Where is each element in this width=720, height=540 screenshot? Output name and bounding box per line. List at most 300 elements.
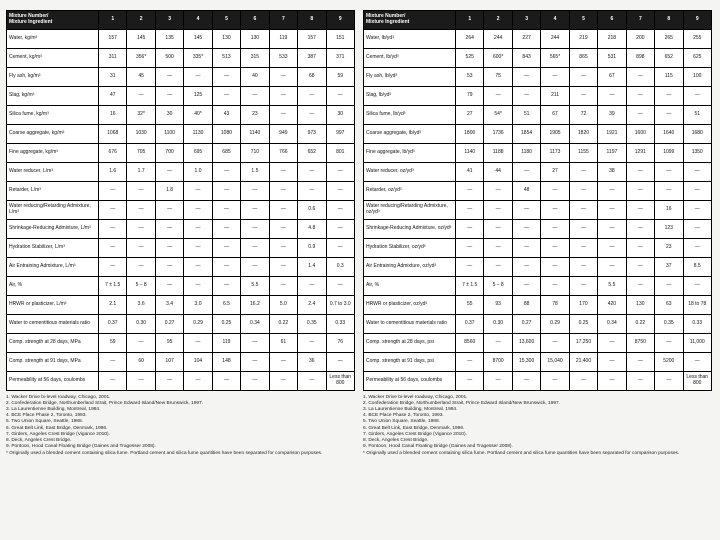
value-cell: 1291 [626, 143, 654, 162]
row-label: Cement, kg/m³ [7, 48, 99, 67]
table-row [7, 200, 355, 219]
table-row [7, 276, 355, 295]
value-cell: — [326, 238, 355, 257]
value-cell: — [155, 162, 183, 181]
value-cell: 0.25 [569, 314, 597, 333]
table-row [364, 67, 712, 86]
value-cell: 1820 [569, 124, 597, 143]
value-cell: 5.0 [269, 295, 297, 314]
value-cell: 43 [212, 105, 240, 124]
value-cell: 200 [626, 29, 654, 48]
value-cell: 27 [541, 162, 569, 181]
row-label: Shrinkage-Reducing Admixture, L/m³ [7, 219, 99, 238]
value-cell: — [512, 219, 540, 238]
value-cell: — [184, 333, 212, 352]
table-row [364, 105, 712, 124]
value-cell: 0.35 [298, 314, 326, 333]
value-cell: — [184, 181, 212, 200]
row-label: Slag, kg/m³ [7, 86, 99, 105]
value-cell: — [269, 67, 297, 86]
value-cell: — [212, 200, 240, 219]
table-row [364, 162, 712, 181]
value-cell: 356* [127, 48, 155, 67]
metric-table [6, 10, 355, 391]
value-cell: 695 [184, 143, 212, 162]
value-cell: — [212, 276, 240, 295]
value-cell: 7 ± 1.5 [456, 276, 484, 295]
value-cell: Less than 800 [326, 371, 355, 390]
table-row [364, 333, 712, 352]
value-cell: 211 [541, 86, 569, 105]
value-cell: 1068 [99, 124, 127, 143]
value-cell: — [127, 238, 155, 257]
value-cell: — [484, 257, 512, 276]
value-cell: 1736 [484, 124, 512, 143]
row-label: Comp. strength at 28 days, MPa [7, 333, 99, 352]
table-row [364, 352, 712, 371]
value-cell: — [155, 371, 183, 390]
value-cell: — [683, 276, 712, 295]
value-cell: 15,300 [512, 352, 540, 371]
value-cell: 949 [269, 124, 297, 143]
value-cell: 2.1 [99, 295, 127, 314]
table-row [364, 219, 712, 238]
value-cell: — [541, 276, 569, 295]
value-cell: 125 [184, 86, 212, 105]
table-row [7, 181, 355, 200]
value-cell: — [99, 238, 127, 257]
value-cell: 0.22 [269, 314, 297, 333]
value-cell: — [99, 219, 127, 238]
value-cell: — [326, 86, 355, 105]
value-cell: — [127, 200, 155, 219]
value-cell: 8750 [626, 333, 654, 352]
value-cell: 652 [298, 143, 326, 162]
value-cell: — [127, 257, 155, 276]
row-label: Air, % [364, 276, 456, 295]
value-cell: 104 [184, 352, 212, 371]
value-cell: — [626, 200, 654, 219]
value-cell: 244 [484, 29, 512, 48]
value-cell: 135 [155, 29, 183, 48]
value-cell: — [155, 200, 183, 219]
value-cell: 1099 [655, 143, 683, 162]
row-label: Fine aggregate, lb/yd³ [364, 143, 456, 162]
value-cell: 47 [99, 86, 127, 105]
value-cell: — [127, 219, 155, 238]
value-cell: 0.9 [298, 238, 326, 257]
row-label: Air Entraining Admixture, oz/yd³ [364, 257, 456, 276]
imperial-mixture-table-container [363, 10, 712, 391]
value-cell: — [598, 238, 626, 257]
value-cell: 61 [269, 333, 297, 352]
value-cell: 41 [456, 162, 484, 181]
value-cell: 4.8 [298, 219, 326, 238]
value-cell: 219 [569, 29, 597, 48]
row-label: Retarder, L/m³ [7, 181, 99, 200]
value-cell: — [155, 257, 183, 276]
value-cell: 107 [155, 352, 183, 371]
value-cell: 1030 [127, 124, 155, 143]
value-cell: — [626, 105, 654, 124]
value-cell: 39 [598, 105, 626, 124]
value-cell: — [212, 238, 240, 257]
column-header: 2 [127, 11, 155, 30]
value-cell: 801 [326, 143, 355, 162]
value-cell: — [626, 181, 654, 200]
value-cell: 7 ± 1.5 [99, 276, 127, 295]
value-cell: — [569, 200, 597, 219]
row-label: Slag, lb/yd³ [364, 86, 456, 105]
value-cell: 59 [326, 67, 355, 86]
corner-header: Mixture Number/ Mixture Ingredient [364, 11, 456, 30]
value-cell: — [184, 238, 212, 257]
column-header: 4 [184, 11, 212, 30]
value-cell: 0.37 [456, 314, 484, 333]
value-cell: 0.33 [326, 314, 355, 333]
value-cell: — [269, 200, 297, 219]
row-label: Air Entraining Admixture, L/m³ [7, 257, 99, 276]
column-header: 9 [683, 11, 712, 30]
value-cell: 8.5 [683, 257, 712, 276]
row-label: Water reducing/Retarding Admixture, oz/yd³ [364, 200, 456, 219]
table-row [7, 238, 355, 257]
column-header: 1 [99, 11, 127, 30]
footnote-line: 8. Deck, Angeles Crest Bridge. [6, 438, 72, 444]
column-header: 3 [155, 11, 183, 30]
value-cell: 600* [484, 48, 512, 67]
value-cell: 5.5 [598, 276, 626, 295]
header-row [7, 11, 355, 30]
table-row [7, 86, 355, 105]
value-cell: — [598, 371, 626, 390]
value-cell: 218 [598, 29, 626, 48]
value-cell: — [298, 333, 326, 352]
value-cell: 1140 [456, 143, 484, 162]
value-cell: 685 [212, 143, 240, 162]
value-cell: — [655, 276, 683, 295]
value-cell: 5200 [655, 352, 683, 371]
value-cell: 68 [298, 67, 326, 86]
value-cell: 0.6 [298, 200, 326, 219]
value-cell: — [569, 371, 597, 390]
value-cell: 1180 [512, 143, 540, 162]
value-cell: 151 [326, 29, 355, 48]
header-row [364, 11, 712, 30]
table-row [364, 181, 712, 200]
value-cell: — [484, 333, 512, 352]
value-cell: 31 [99, 67, 127, 86]
value-cell: — [241, 238, 269, 257]
row-label: Fly ash, lb/yd³ [364, 67, 456, 86]
value-cell: 67 [541, 105, 569, 124]
value-cell: — [598, 181, 626, 200]
row-label: Cement, lb/yd³ [364, 48, 456, 67]
value-cell: 3.0 [184, 295, 212, 314]
value-cell: 53 [456, 67, 484, 86]
row-label: Silica fume, lb/yd³ [364, 105, 456, 124]
value-cell: — [655, 105, 683, 124]
table-row [364, 276, 712, 295]
value-cell: 227 [512, 29, 540, 48]
column-header: 5 [212, 11, 240, 30]
value-cell: — [626, 162, 654, 181]
value-cell: 36 [298, 352, 326, 371]
row-label: Water, kg/m³ [7, 29, 99, 48]
value-cell: 11,000 [683, 333, 712, 352]
value-cell: — [683, 219, 712, 238]
value-cell: 865 [569, 48, 597, 67]
footnote-line: 3. La Laurentienne Building, Montreal, 1984. [363, 406, 458, 412]
value-cell: 67 [598, 67, 626, 86]
value-cell: — [683, 181, 712, 200]
table-row [364, 48, 712, 67]
value-cell: — [484, 181, 512, 200]
value-cell: — [155, 86, 183, 105]
value-cell: 1140 [241, 124, 269, 143]
footnote-line: 9. Pontoon, Hood Canal Floating Bridge (Gaines and Tragesser 2008). [6, 444, 156, 450]
value-cell: 565* [541, 48, 569, 67]
value-cell: — [155, 276, 183, 295]
value-cell: — [484, 86, 512, 105]
table-row [7, 352, 355, 371]
table-row [7, 105, 355, 124]
value-cell: — [626, 67, 654, 86]
value-cell: 387 [298, 48, 326, 67]
value-cell: 1.0 [184, 162, 212, 181]
value-cell: 0.27 [155, 314, 183, 333]
value-cell: 766 [269, 143, 297, 162]
value-cell: 23 [241, 105, 269, 124]
value-cell: — [626, 257, 654, 276]
value-cell: — [569, 238, 597, 257]
value-cell: 3.4 [155, 295, 183, 314]
value-cell: — [541, 333, 569, 352]
value-cell: — [212, 181, 240, 200]
value-cell: — [212, 67, 240, 86]
value-cell: — [484, 200, 512, 219]
value-cell: — [541, 67, 569, 86]
footnote-line: 6. Great Belt Link, East Bridge, Denmark, 1996. [363, 425, 465, 431]
value-cell: — [212, 86, 240, 105]
value-cell: — [241, 333, 269, 352]
value-cell: — [127, 371, 155, 390]
row-label: HRWR or plasticizer, L/m³ [7, 295, 99, 314]
footnote-line: 2. Confederation Bridge, Northumberland Strait, Prince Edward Island/New Brunswick, 1997. [6, 400, 204, 406]
value-cell: — [456, 238, 484, 257]
value-cell: 1800 [456, 124, 484, 143]
value-cell: 170 [569, 295, 597, 314]
column-header: 9 [326, 11, 355, 30]
value-cell: 44 [484, 162, 512, 181]
value-cell: 30 [155, 105, 183, 124]
value-cell: — [241, 352, 269, 371]
value-cell: 625 [683, 48, 712, 67]
value-cell: 0.25 [212, 314, 240, 333]
row-label: Permeability at 56 days, coulombs [7, 371, 99, 390]
value-cell: 100 [683, 67, 712, 86]
value-cell: — [269, 257, 297, 276]
footnote-line: 7. Girders, Angeles Crest Bridge (Vigance 2010). [363, 431, 467, 437]
value-cell: — [298, 276, 326, 295]
value-cell: 37 [655, 257, 683, 276]
value-cell: — [155, 67, 183, 86]
value-cell: 1173 [541, 143, 569, 162]
value-cell: — [298, 371, 326, 390]
value-cell: 16 [655, 200, 683, 219]
value-cell: — [626, 219, 654, 238]
value-cell: 652 [655, 48, 683, 67]
value-cell: — [456, 181, 484, 200]
value-cell: — [569, 219, 597, 238]
metric-mixture-table-container [6, 10, 355, 391]
value-cell: — [626, 352, 654, 371]
value-cell: 55 [456, 295, 484, 314]
footnote-line: 5. Two Union Square, Seattle, 1988. [363, 419, 440, 425]
row-label: Air, % [7, 276, 99, 295]
value-cell: 0.34 [241, 314, 269, 333]
value-cell: — [269, 219, 297, 238]
value-cell: — [456, 257, 484, 276]
table-row [7, 371, 355, 390]
value-cell: — [269, 352, 297, 371]
value-cell: — [598, 352, 626, 371]
value-cell: 27 [456, 105, 484, 124]
row-label: Water reducing/Retarding Admixture, L/m³ [7, 200, 99, 219]
value-cell: 1600 [626, 124, 654, 143]
value-cell: 38 [598, 162, 626, 181]
value-cell: — [655, 333, 683, 352]
value-cell: 119 [212, 333, 240, 352]
value-cell: — [99, 200, 127, 219]
table-row [364, 124, 712, 143]
value-cell: — [184, 219, 212, 238]
value-cell: — [512, 257, 540, 276]
value-cell: 5 – 8 [127, 276, 155, 295]
value-cell: 531 [598, 48, 626, 67]
value-cell: — [626, 238, 654, 257]
value-cell: — [155, 238, 183, 257]
column-header: 5 [569, 11, 597, 30]
value-cell: 1.8 [155, 181, 183, 200]
value-cell: 59 [99, 333, 127, 352]
value-cell: — [598, 200, 626, 219]
table-row [7, 143, 355, 162]
row-label: Coarse aggregate, lb/yd³ [364, 124, 456, 143]
table-row [7, 162, 355, 181]
value-cell: 18 to 78 [683, 295, 712, 314]
row-label: Water reducer, L/m³ [7, 162, 99, 181]
value-cell: — [512, 200, 540, 219]
row-label: Shrinkage-Reducing Admixture, oz/yd³ [364, 219, 456, 238]
value-cell: — [683, 162, 712, 181]
value-cell: 676 [99, 143, 127, 162]
value-cell: 533 [269, 48, 297, 67]
value-cell: — [456, 219, 484, 238]
value-cell: — [269, 105, 297, 124]
value-cell: — [212, 162, 240, 181]
value-cell: 76 [326, 333, 355, 352]
value-cell: — [326, 276, 355, 295]
value-cell: 51 [512, 105, 540, 124]
value-cell: 705 [127, 143, 155, 162]
value-cell: 513 [212, 48, 240, 67]
footnote-line: 9. Pontoon, Hood Canal Floating Bridge (Gaines and Tragesser 2008). [363, 444, 513, 450]
table-row [7, 219, 355, 238]
value-cell: — [541, 219, 569, 238]
row-label: Comp. strength at 28 days, psi [364, 333, 456, 352]
value-cell: — [326, 200, 355, 219]
value-cell: — [569, 67, 597, 86]
value-cell: — [99, 181, 127, 200]
column-header: 7 [626, 11, 654, 30]
footnote-line: 5. Two Union Square, Seattle, 1988. [6, 419, 83, 425]
column-header: 3 [512, 11, 540, 30]
value-cell: 1.5 [241, 162, 269, 181]
value-cell: 16 [99, 105, 127, 124]
row-label: Hydration Stabilizer, oz/yd³ [364, 238, 456, 257]
imperial-mixture-panel [363, 10, 712, 457]
value-cell: — [326, 181, 355, 200]
value-cell: 0.35 [655, 314, 683, 333]
value-cell: — [326, 162, 355, 181]
value-cell: 2.4 [298, 295, 326, 314]
table-row [364, 314, 712, 333]
value-cell: 1155 [569, 143, 597, 162]
value-cell: 78 [541, 295, 569, 314]
row-label: Permeability at 56 days, coulombs [364, 371, 456, 390]
imperial-footnotes [363, 395, 712, 457]
value-cell: 123 [655, 219, 683, 238]
table-row [364, 371, 712, 390]
row-label: Retarder, oz/yd³ [364, 181, 456, 200]
value-cell: — [298, 162, 326, 181]
value-cell: 130 [626, 295, 654, 314]
value-cell: — [512, 238, 540, 257]
value-cell: 1188 [484, 143, 512, 162]
value-cell: — [484, 371, 512, 390]
value-cell: — [298, 105, 326, 124]
value-cell: — [683, 86, 712, 105]
value-cell: — [598, 86, 626, 105]
footnote-line: * Originally used a blended cement containing silica fume. Portland cement and silica fume quantities have been separated for comparison purposes. [6, 450, 323, 456]
value-cell: 311 [99, 48, 127, 67]
table-row [7, 67, 355, 86]
value-cell: — [99, 257, 127, 276]
value-cell: 30 [326, 105, 355, 124]
value-cell: 8560 [456, 333, 484, 352]
value-cell: 255 [683, 29, 712, 48]
footnote-line: 1. Wacker Drive bi-level roadway, Chicago, 2001. [6, 394, 111, 400]
column-header: 6 [598, 11, 626, 30]
value-cell: — [683, 200, 712, 219]
column-header: 8 [298, 11, 326, 30]
table-row [7, 48, 355, 67]
row-label: Comp. strength at 91 days, MPa [7, 352, 99, 371]
value-cell: — [541, 181, 569, 200]
column-header: 2 [484, 11, 512, 30]
value-cell: 95 [155, 333, 183, 352]
value-cell: — [598, 219, 626, 238]
row-label: Water to cementitious materials ratio [364, 314, 456, 333]
value-cell: — [184, 200, 212, 219]
value-cell: 0.29 [541, 314, 569, 333]
column-header: 4 [541, 11, 569, 30]
table-row [364, 257, 712, 276]
value-cell: 1350 [683, 143, 712, 162]
value-cell: 335* [184, 48, 212, 67]
value-cell: 157 [298, 29, 326, 48]
